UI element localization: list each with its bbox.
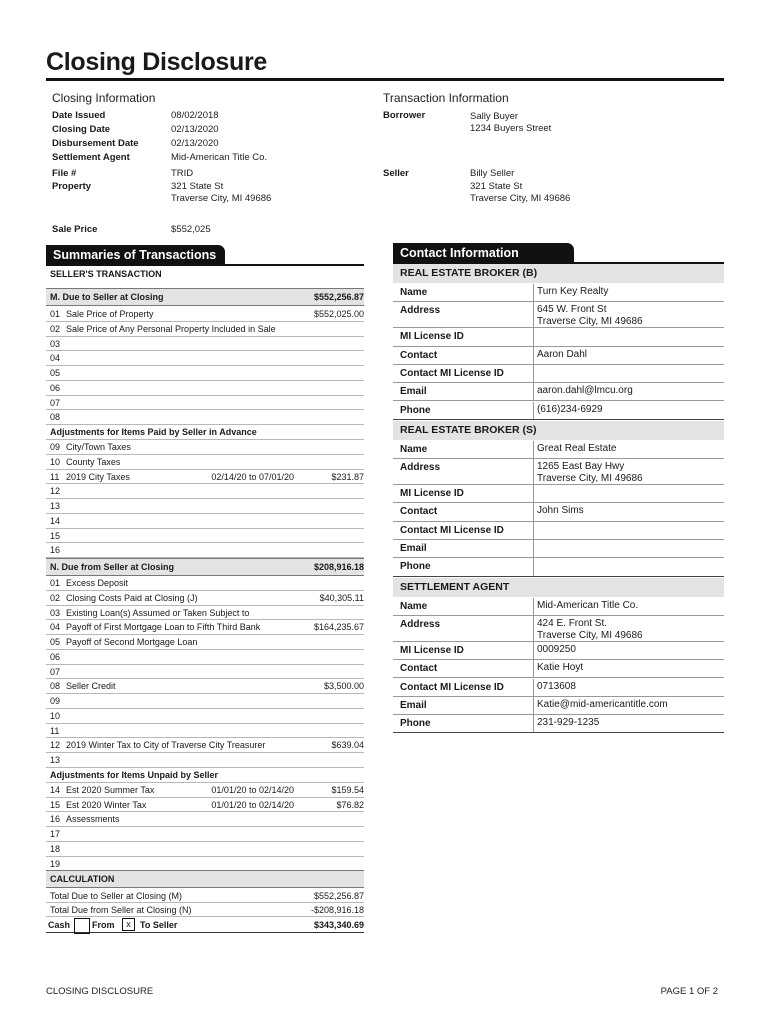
line-description: 2019 Winter Tax to City of Traverse City Treasurer	[66, 740, 266, 751]
contact-group-heading: REAL ESTATE BROKER (S)	[393, 421, 724, 440]
line-number: 11	[50, 725, 60, 736]
contact-row	[393, 558, 724, 576]
summary-line-row	[46, 351, 364, 366]
summary-line-row	[46, 470, 364, 485]
contact-row	[393, 715, 724, 733]
contact-column-divider	[533, 328, 534, 345]
seller-line2: Traverse City, MI 49686	[470, 193, 571, 204]
closing-info-heading: Closing Information	[52, 91, 156, 105]
line-number: 09	[50, 442, 61, 452]
line-description: Sale Price of Any Personal Property Included in Sale	[66, 323, 276, 334]
contact-field-label: Contact MI License ID	[400, 367, 504, 379]
contact-field-label: Address	[400, 305, 441, 317]
to-seller-label: To Seller	[140, 920, 178, 930]
summary-line-row	[46, 484, 364, 499]
contact-field-label: Contact	[400, 506, 438, 518]
contact-column-divider	[533, 365, 534, 382]
contact-row	[393, 660, 724, 678]
due-to-seller-header	[46, 288, 364, 306]
contact-row	[393, 503, 724, 521]
contact-column-divider	[533, 284, 534, 301]
contact-field-label: Email	[400, 543, 427, 554]
line-number: 06	[50, 651, 61, 662]
contact-field-value: 424 E. Front St.	[537, 617, 608, 629]
contact-row	[393, 302, 724, 328]
calculation-description: Total Due to Seller at Closing (M)	[50, 891, 183, 901]
line-number: 13	[50, 755, 61, 765]
summary-line-row	[46, 738, 364, 753]
due-from-seller-header-label: N. Due from Seller at Closing	[50, 562, 175, 572]
contact-row	[393, 697, 724, 715]
adjustments-paid-header	[46, 425, 364, 440]
summary-line-row	[46, 620, 364, 635]
contact-field-label: Address	[400, 618, 441, 630]
summary-line-row	[46, 842, 364, 857]
contact-field-label: Name	[400, 600, 428, 612]
line-number: 18	[50, 843, 61, 854]
summary-line-row	[46, 543, 364, 558]
contact-column-divider	[533, 402, 534, 419]
due-to-seller-header-label: M. Due to Seller at Closing	[50, 292, 164, 302]
line-description: Excess Deposit	[66, 578, 129, 588]
line-description: Sale Price of Property	[66, 309, 154, 319]
summary-line-row	[46, 529, 364, 544]
line-number: 05	[50, 637, 61, 647]
contact-column-divider	[533, 697, 534, 714]
contact-row	[393, 540, 724, 558]
summaries-tab: Summaries of Transactions	[46, 245, 225, 265]
line-dates: 02/14/20 to 07/01/20	[211, 471, 294, 482]
summary-line-row	[46, 635, 364, 650]
contact-field-value: 645 W. Front St	[537, 304, 607, 316]
line-number: 04	[50, 353, 61, 364]
closing-info-label: Disbursement Date	[52, 138, 139, 149]
adjustments-paid-header-label: Adjustments for Items Paid by Seller in Advance	[50, 427, 257, 437]
line-number: 16	[50, 814, 61, 825]
summary-line-row	[46, 812, 364, 827]
contact-field-value: Turn Key Realty	[537, 286, 609, 297]
line-number: 15	[50, 799, 61, 810]
transaction-info-heading: Transaction Information	[383, 91, 509, 105]
contact-row	[393, 679, 724, 697]
contact-field-value-line2: Traverse City, MI 49686	[537, 316, 643, 328]
line-number: 07	[50, 666, 61, 677]
contact-column-divider	[533, 459, 534, 484]
line-amount: $231.87	[331, 471, 364, 482]
contact-row	[393, 347, 724, 365]
title-rule	[46, 78, 724, 81]
contact-column-divider	[533, 540, 534, 557]
contact-field-value: Katie Hoyt	[537, 662, 584, 674]
summary-line-row	[46, 396, 364, 411]
contact-field-label: Name	[400, 287, 428, 298]
line-number: 14	[50, 515, 61, 526]
contact-group-heading: REAL ESTATE BROKER (B)	[393, 264, 724, 283]
calculation-amount: $552,256.87	[313, 891, 364, 901]
line-description: Closing Costs Paid at Closing (J)	[66, 592, 198, 603]
line-number: 01	[50, 578, 61, 588]
calculation-label: CALCULATION	[50, 874, 115, 884]
contact-field-label: Phone	[400, 561, 431, 573]
line-description: Est 2020 Summer Tax	[66, 784, 155, 795]
file-label: File #	[52, 168, 77, 179]
closing-info-value: Mid-American Title Co.	[171, 152, 268, 163]
contact-column-divider	[533, 679, 534, 696]
contact-field-label: Email	[400, 386, 427, 398]
cash-row	[46, 917, 364, 933]
line-description: Existing Loan(s) Assumed or Taken Subject to	[66, 607, 250, 618]
line-dates: 01/01/20 to 02/14/20	[211, 784, 294, 795]
contact-row	[393, 441, 724, 459]
contact-column-divider	[533, 660, 534, 677]
summary-line-row	[46, 499, 364, 514]
contact-row	[393, 598, 724, 616]
line-number: 12	[50, 486, 61, 497]
summary-line-row	[46, 665, 364, 680]
contact-row	[393, 642, 724, 660]
line-amount: $164,235.67	[313, 622, 364, 633]
summary-line-row	[46, 455, 364, 470]
borrower-address: 1234 Buyers Street	[470, 123, 552, 134]
summary-line-row	[46, 650, 364, 665]
contact-row	[393, 522, 724, 540]
borrower-name: Sally Buyer	[470, 111, 519, 122]
closing-info-label: Date Issued	[52, 110, 106, 121]
sale-price-label: Sale Price	[52, 224, 98, 235]
line-description: Est 2020 Winter Tax	[66, 799, 147, 810]
line-amount: $76.82	[336, 799, 364, 810]
contact-field-label: Name	[400, 443, 428, 455]
cash-total: $343,340.69	[313, 920, 364, 930]
summary-line-row	[46, 724, 364, 739]
contact-field-value: 0009250	[537, 643, 576, 655]
line-number: 11	[50, 471, 60, 482]
summary-line-row	[46, 337, 364, 352]
summary-line-row	[46, 440, 364, 455]
line-number: 03	[50, 338, 61, 349]
line-number: 10	[50, 710, 61, 721]
from-checkbox[interactable]	[74, 918, 90, 934]
line-description: Payoff of First Mortgage Loan to Fifth Third Bank	[66, 622, 261, 633]
calculation-row	[46, 903, 364, 917]
borrower-label: Borrower	[383, 110, 426, 121]
line-description: 2019 City Taxes	[66, 471, 130, 482]
contact-field-value: Great Real Estate	[537, 442, 617, 454]
closing-info-value: 02/13/2020	[171, 124, 219, 135]
summary-line-row	[46, 679, 364, 694]
line-number: 16	[50, 545, 61, 556]
line-number: 19	[50, 858, 61, 869]
seller-name: Billy Seller	[470, 168, 515, 179]
contact-field-value: Aaron Dahl	[537, 348, 588, 360]
contact-field-value: aaron.dahl@lmcu.org	[537, 385, 633, 397]
contact-field-label: Contact	[400, 663, 438, 675]
calculation-row	[46, 889, 364, 903]
line-number: 09	[50, 696, 61, 706]
contact-column-divider	[533, 558, 534, 575]
contact-column-divider	[533, 302, 534, 327]
seller-label: Seller	[383, 168, 409, 179]
closing-info-label: Settlement Agent	[52, 152, 130, 163]
contact-column-divider	[533, 715, 534, 732]
line-description: Seller Credit	[66, 681, 116, 692]
contact-row	[393, 328, 724, 346]
summary-line-row	[46, 753, 364, 768]
contact-field-value-line2: Traverse City, MI 49686	[537, 629, 643, 641]
contact-field-label: Contact MI License ID	[400, 681, 504, 693]
contact-field-value: 231-929-1235	[537, 717, 600, 729]
contact-row	[393, 459, 724, 485]
contact-field-value: Mid-American Title Co.	[537, 599, 639, 611]
contact-field-value: John Sims	[537, 505, 584, 517]
line-number: 05	[50, 368, 61, 378]
contact-field-value: (616)234-6929	[537, 403, 603, 415]
contact-row	[393, 383, 724, 401]
line-number: 15	[50, 530, 61, 541]
line-description: City/Town Taxes	[66, 442, 131, 452]
contact-column-divider	[533, 347, 534, 364]
closing-info-value: 08/02/2018	[171, 110, 219, 121]
contact-column-divider	[533, 598, 534, 615]
contact-row	[393, 616, 724, 642]
line-amount: $552,025.00	[313, 309, 364, 319]
line-number: 02	[50, 592, 61, 603]
due-from-seller-header	[46, 558, 364, 576]
adjustments-unpaid-header	[46, 768, 364, 783]
calculation-header	[46, 870, 364, 888]
line-amount: $40,305.11	[319, 592, 364, 603]
contact-field-value-line2: Traverse City, MI 49686	[537, 473, 643, 485]
contact-column-divider	[533, 616, 534, 641]
line-number: 07	[50, 397, 61, 408]
contact-row	[393, 284, 724, 302]
contact-row	[393, 402, 724, 420]
summary-line-row	[46, 307, 364, 322]
contact-field-label: MI License ID	[400, 331, 464, 343]
line-number: 06	[50, 382, 61, 393]
property-line2: Traverse City, MI 49686	[171, 193, 272, 204]
summary-line-row	[46, 709, 364, 724]
from-label: From	[92, 920, 115, 930]
line-dates: 01/01/20 to 02/14/20	[211, 799, 294, 810]
due-from-seller-header-amount: $208,916.18	[313, 562, 364, 572]
line-number: 03	[50, 607, 61, 618]
line-number: 04	[50, 622, 61, 633]
contact-field-value: 1265 East Bay Hwy	[537, 461, 625, 473]
line-number: 17	[50, 829, 61, 839]
line-amount: $3,500.00	[323, 681, 364, 692]
contact-column-divider	[533, 485, 534, 502]
contact-field-value: 0713608	[537, 680, 576, 692]
contact-row	[393, 365, 724, 383]
calculation-amount: -$208,916.18	[310, 905, 364, 915]
line-number: 14	[50, 784, 61, 795]
contact-field-value: Katie@mid-americantitle.com	[537, 698, 668, 710]
footer-left: CLOSING DISCLOSURE	[46, 986, 154, 997]
line-number: 08	[50, 681, 61, 692]
summary-line-row	[46, 322, 364, 337]
to-seller-checkbox[interactable]: x	[122, 918, 135, 931]
seller-line1: 321 State St	[470, 181, 523, 192]
contact-column-divider	[533, 383, 534, 400]
summaries-tab-rule	[46, 264, 364, 266]
property-label: Property	[52, 181, 92, 192]
summary-line-row	[46, 783, 364, 798]
closing-info-label: Closing Date	[52, 124, 111, 135]
contact-column-divider	[533, 642, 534, 659]
summary-line-row	[46, 514, 364, 529]
sale-price-value: $552,025	[171, 224, 211, 235]
contact-row	[393, 485, 724, 503]
contact-group-heading: SETTLEMENT AGENT	[393, 578, 724, 597]
line-number: 08	[50, 412, 61, 423]
line-description: Payoff of Second Mortgage Loan	[66, 637, 198, 647]
line-number: 10	[50, 456, 61, 467]
contact-tab: Contact Information	[393, 243, 574, 263]
footer-right: PAGE 1 OF 2	[660, 986, 718, 997]
line-description: County Taxes	[66, 456, 121, 467]
closing-info-value: 02/13/2020	[171, 138, 219, 149]
summary-line-row	[46, 798, 364, 813]
contact-field-label: Address	[400, 462, 441, 474]
adjustments-unpaid-header-label: Adjustments for Items Unpaid by Seller	[50, 769, 219, 780]
contact-field-label: Contact MI License ID	[400, 524, 504, 536]
page-title: Closing Disclosure	[46, 48, 268, 76]
contact-field-label: Phone	[400, 404, 431, 416]
summary-line-row	[46, 366, 364, 381]
calculation-description: Total Due from Seller at Closing (N)	[50, 905, 192, 915]
line-amount: $159.54	[331, 784, 364, 795]
line-number: 02	[50, 323, 61, 334]
due-to-seller-header-amount: $552,256.87	[313, 292, 364, 302]
contact-column-divider	[533, 441, 534, 458]
summary-line-row	[46, 827, 364, 842]
summary-line-row	[46, 410, 364, 425]
file-value: TRID	[171, 168, 194, 179]
line-amount: $639.04	[331, 740, 364, 751]
contact-field-label: Contact	[400, 349, 438, 361]
line-number: 01	[50, 309, 61, 319]
contact-column-divider	[533, 522, 534, 539]
summary-line-row	[46, 591, 364, 606]
summary-line-row	[46, 606, 364, 621]
summary-line-row	[46, 694, 364, 709]
contact-column-divider	[533, 503, 534, 520]
contact-field-label: MI License ID	[400, 488, 464, 500]
sellers-transaction-label: SELLER'S TRANSACTION	[50, 269, 162, 279]
cash-label: Cash	[48, 920, 71, 930]
summary-line-row	[46, 576, 364, 591]
property-line1: 321 State St	[171, 181, 224, 192]
summary-line-row	[46, 381, 364, 396]
line-description: Assessments	[66, 814, 120, 825]
contact-field-label: Phone	[400, 718, 431, 730]
contact-field-label: Email	[400, 699, 427, 711]
line-number: 13	[50, 501, 61, 511]
line-number: 12	[50, 740, 61, 751]
contact-field-label: MI License ID	[400, 644, 464, 656]
